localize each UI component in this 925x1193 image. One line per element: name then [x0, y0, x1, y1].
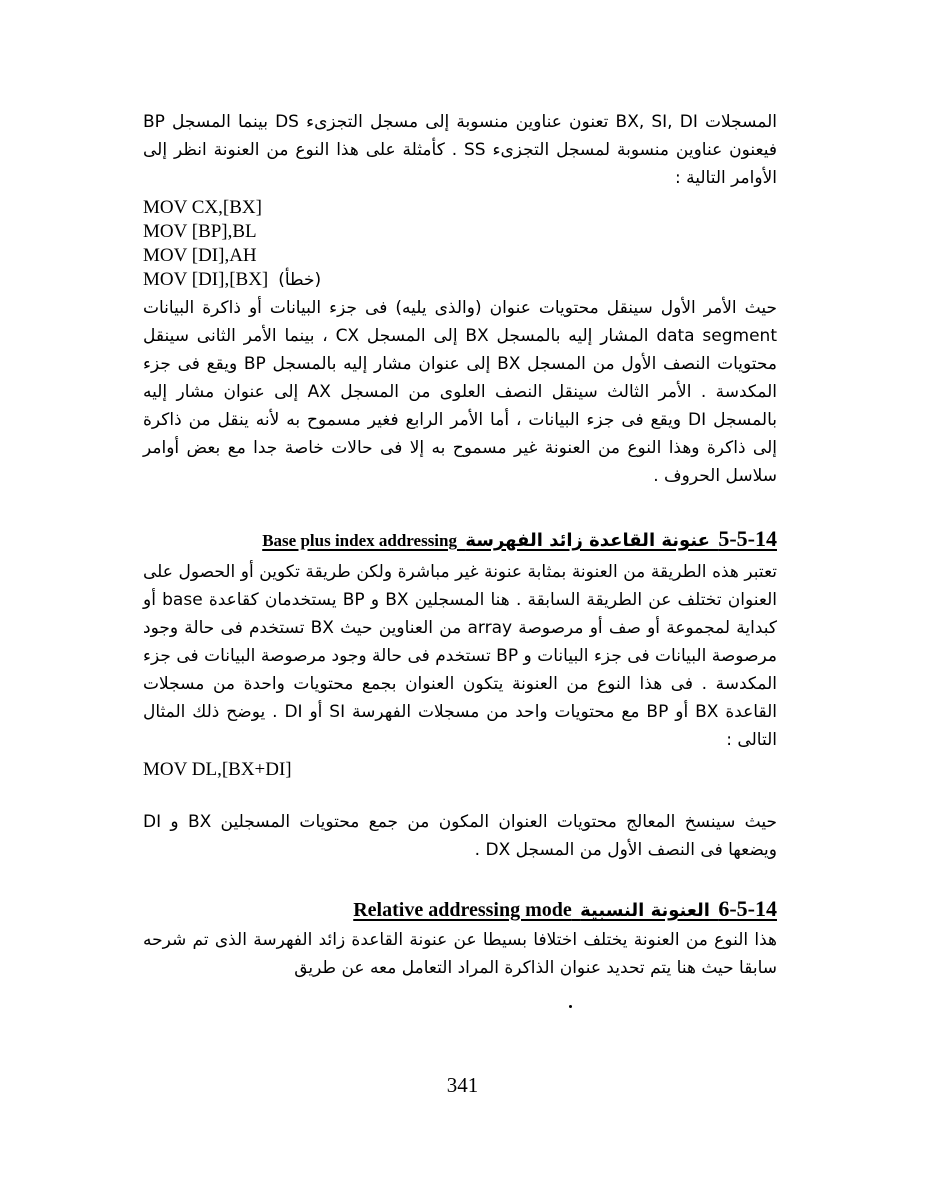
section-heading-relative-addressing — [143, 894, 777, 922]
section-title-arabic: عنونة القاعدة زائد الفهرسة — [465, 530, 710, 551]
code-line-text: MOV [DI],[BX] — [143, 269, 269, 290]
code-line: MOV [DI],AH — [143, 245, 257, 266]
section-heading-base-plus-index — [143, 524, 777, 552]
code-block-base-plus-index — [143, 758, 777, 782]
section-number: 6-5-14 — [718, 896, 777, 921]
paragraph-base-plus-index: تعتبر هذه الطريقة من العنونة بمثابة عنونة غير مباشرة ولكن طريقة تكوين أو الحصول على العنوان تختلف عن الطريقة السابقة . هنا المسجلين BX و BP يستخدمان كقاعدة base أو كبداية لمجموعة أو صف أو مرصوصة array من العناوين حيث BX تستخدم فى حالة وجود مرصوصة البيانات فى جزء البيانات و BP تستخدم فى حالة وجود مرصوصة البيانات فى جزء المكدسة . فى هذا النوع من العنونة يتكون العنوان بجمع محتويات واحدة من مسجلات القاعدة BX أو BP مع محتويات واحد من مسجلات الفهرسة SI أو DI . يوضح ذلك المثال التالى : — [143, 562, 778, 750]
code-line: MOV [BP],BL — [143, 221, 257, 242]
error-comment: (خطأ) — [278, 270, 322, 290]
code-block-register-indirect — [143, 196, 777, 292]
paragraph-example-explanation: حيث سينسخ المعالج محتويات العنوان المكون من جمع محتويات المسجلين BX و DI ويضعها فى النصف الأول من المسجل DX . — [143, 812, 777, 860]
paragraph-registers-intro: المسجلات BX, SI, DI تعنون عناوين منسوبة إلى مسجل التجزىء DS بينما المسجل BP فيعنون عناوين منسوبة لمسجل التجزىء SS . كأمثلة على هذا النوع من العنونة انظر إلى الأوامر التالية : — [143, 112, 777, 188]
stray-dot-mark — [569, 1005, 572, 1008]
code-line-invalid — [143, 268, 777, 292]
page-number: 341 — [446, 1073, 479, 1097]
page-content — [143, 108, 777, 982]
section-title-arabic: العنونة النسبية — [580, 900, 710, 921]
code-line: MOV DL,[BX+DI] — [143, 759, 292, 780]
code-line: MOV CX,[BX] — [143, 197, 262, 218]
paragraph-instruction-explanation: حيث الأمر الأول سينقل محتويات عنوان (والذى يليه) فى جزء البيانات أو ذاكرة البيانات data segment المشار إليه بالمسجل BX إلى المسجل CX ، بينما الأمر الثانى سينقل محتويات النصف الأول من المسجل BX إلى عنوان مشار إليه بالمسجل BP ويقع فى جزء المكدسة . الأمر الثالث سينقل النصف العلوى من المسجل AX إلى عنوان مشار إليه بالمسجل DI ويقع فى جزء البيانات ، أما الأمر الرابع فغير مسموح به لأنه ينقل من ذاكرة إلى ذاكرة وهذا النوع من العنونة غير مسموح به إلا فى حالات خاصة جدا مع بعض أوامر سلاسل الحروف . — [143, 298, 778, 486]
section-number: 5-5-14 — [718, 526, 777, 551]
section-title-english: Base plus index addressing — [262, 531, 457, 550]
section-title-english: Relative addressing mode — [353, 899, 572, 921]
paragraph-relative-addressing: هذا النوع من العنونة يختلف اختلافا بسيطا عن عنونة القاعدة زائد الفهرسة الذى تم شرحه سابقا حيث هنا يتم تحديد عنوان الذاكرة المراد التعامل معه عن طريق — [143, 930, 777, 978]
